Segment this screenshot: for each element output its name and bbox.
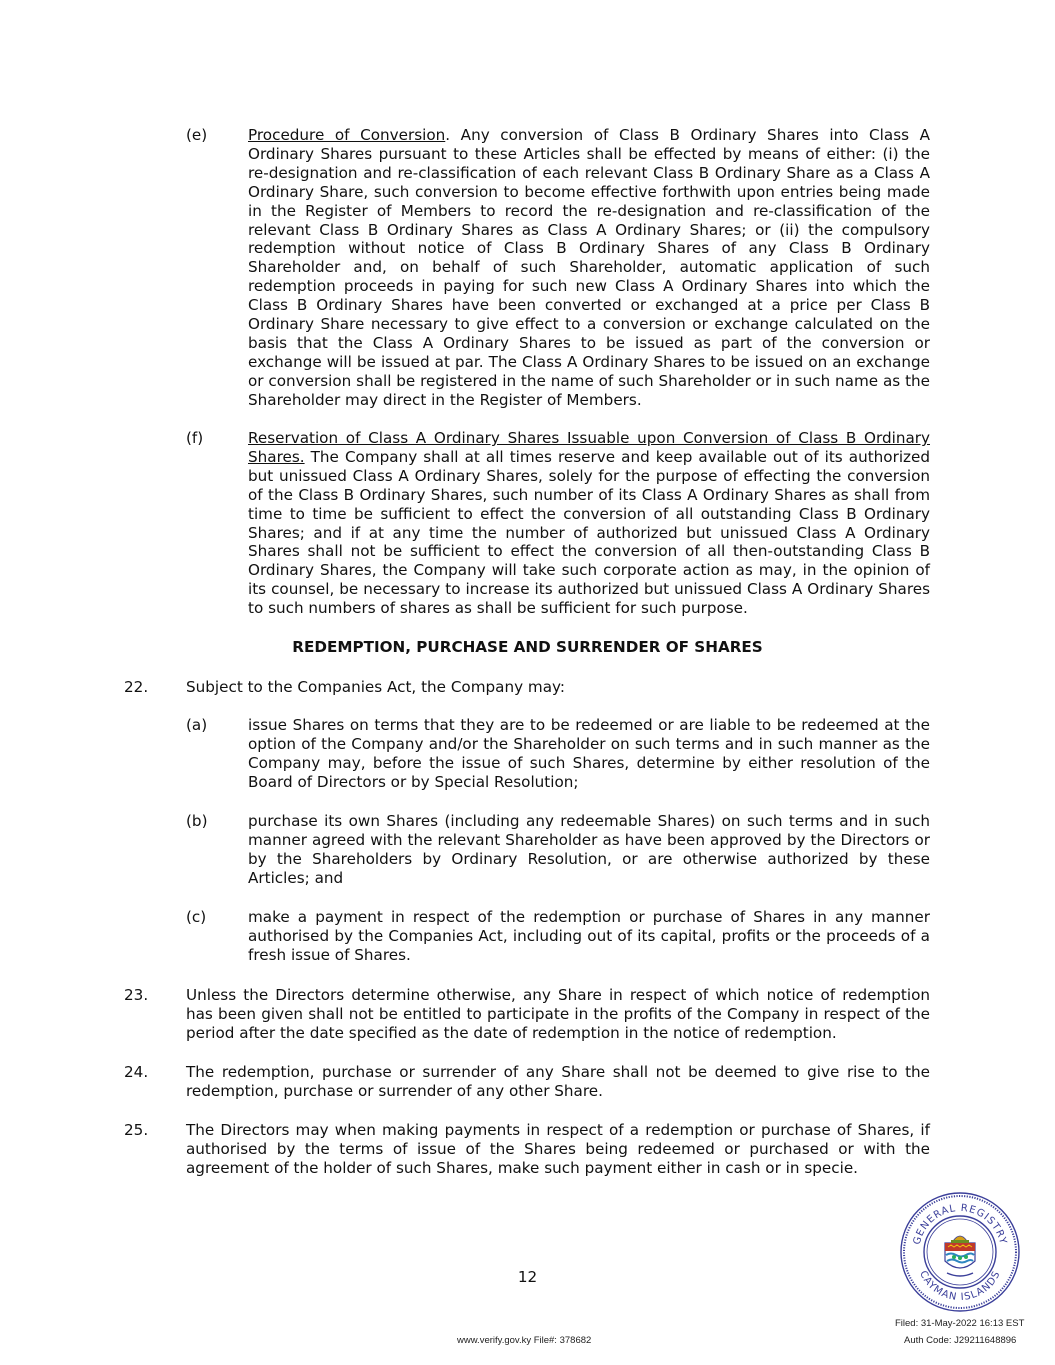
clause-e-text: . Any conversion of Class B Ordinary Shares into Class A Ordinary Shares pursuant to these Articles shall be effected by means of either: (i) the re-designation and re-classification of each relevant Class B Ordinary Share as a Class A Ordinary Share, such conversion to become effective forthwith upon entries being made in the Register of Members to record the re-designation and re-classification of the relevant Class B Ordinary Shares as Class A Ordinary Shares; or (ii) the compulsory redemption without notice of Class B Ordinary Shares of any Class B Ordinary Shareholder and, on behalf of such Shareholder, automatic application of such redemption proceeds in paying for such new Class A Ordinary Shares into which the Class B Ordinary Shares have been converted or exchanged at a price per Class B Ordinary Share necessary to give effect to a conversion or exchange calculated on the basis that the Class A Ordinary Shares to be issued as part of the conversion or exchange will be issued at par. The Class A Ordinary Shares to be issued on an exchange or conversion shall be registered in the name of such Shareholder or in such name as the Shareholder may direct in the Register of Members.: [248, 126, 930, 409]
article-22-item-a: issue Shares on terms that they are to be redeemed or are liable to be redeemed at the option of the Company and/or the Shareholder on such terms and in such manner as the Company may, before the issue of such Shares, determine by either resolution of the Board of Directors or by Special Resolution;: [248, 716, 930, 791]
section-heading: REDEMPTION, PURCHASE AND SURRENDER OF SHARES: [292, 638, 763, 656]
page-number: 12: [517, 1268, 538, 1286]
article-22-item-c: make a payment in respect of the redemption or purchase of Shares in any manner authorised by the Companies Act, including out of its capital, profits or the proceeds of a fresh issue of Shares.: [248, 908, 930, 964]
svg-text:CAYMAN ISLANDS: [917, 1269, 1003, 1303]
filed-stamp: Filed: 31-May-2022 16:13 EST: [895, 1318, 1025, 1329]
article-24-text: The redemption, purchase or surrender of any Share shall not be deemed to give rise to the redemption, purchase or surrender of any other Share.: [186, 1063, 930, 1100]
clause-e: [248, 126, 930, 410]
clause-f-text: The Company shall at all times reserve and keep available out of its authorized but unissued Class A Ordinary Shares, solely for the purpose of effecting the conversion of the Class B Ordinary Shares, such number of its Class A Ordinary Shares as shall from time to time be sufficient to effect the conversion of all outstanding Class B Ordinary Shares; and if at any time the number of authorized but unissued Class A Ordinary Shares shall not be sufficient to effect the conversion of all then-outstanding Class B Ordinary Shares, the Company will take such corporate action as may, in the opinion of its counsel, be necessary to increase its authorized but unissued Class A Ordinary Shares to such numbers of shares as shall be sufficient for such purpose.: [248, 447, 930, 618]
article-22-number: 22.: [124, 678, 149, 696]
article-22-text: Subject to the Companies Act, the Company may:: [186, 678, 566, 696]
article-22-item-c-label: (c): [186, 908, 207, 926]
article-24-number: 24.: [124, 1063, 149, 1081]
general-registry-seal-icon: [899, 1191, 1021, 1313]
clause-e-label: (e): [186, 126, 208, 144]
article-25-number: 25.: [124, 1121, 149, 1139]
article-22-item-b: purchase its own Shares (including any redeemable Shares) on such terms and in such manner agreed with the relevant Shareholder as have been approved by the Directors or by the Shareholders by Ordinary Resolution, or are otherwise authorized by these Articles; and: [248, 812, 930, 887]
auth-code: Auth Code: J29211648896: [904, 1335, 1017, 1346]
footer-url: www.verify.gov.ky File#: 378682: [457, 1335, 592, 1346]
article-22-item-a-label: (a): [186, 716, 208, 734]
seal-bottom-text: CAYMAN ISLANDS: [917, 1269, 1003, 1304]
clause-f-label: (f): [186, 429, 204, 447]
clause-f: [248, 429, 930, 618]
seal-top-text: GENERAL REGISTRY: [911, 1202, 1009, 1246]
article-25-text: The Directors may when making payments in respect of a redemption or purchase of Shares, if authorised by the terms of issue of the Shares being redeemed or purchased or with the agreement of the holder of such Shares, make such payment either in cash or in specie.: [186, 1121, 930, 1177]
article-23-number: 23.: [124, 986, 149, 1004]
article-22-item-b-label: (b): [186, 812, 208, 830]
clause-f-title: Reservation of Class A Ordinary Shares Issuable upon Conversion of Class B Ordinary Shares.: [248, 429, 930, 466]
article-23-text: Unless the Directors determine otherwise, any Share in respect of which notice of redemption has been given shall not be entitled to participate in the profits of the Company in respect of the period after the date specified as the date of redemption in the notice of redemption.: [186, 986, 930, 1042]
clause-e-title: Procedure of Conversion: [248, 126, 446, 144]
